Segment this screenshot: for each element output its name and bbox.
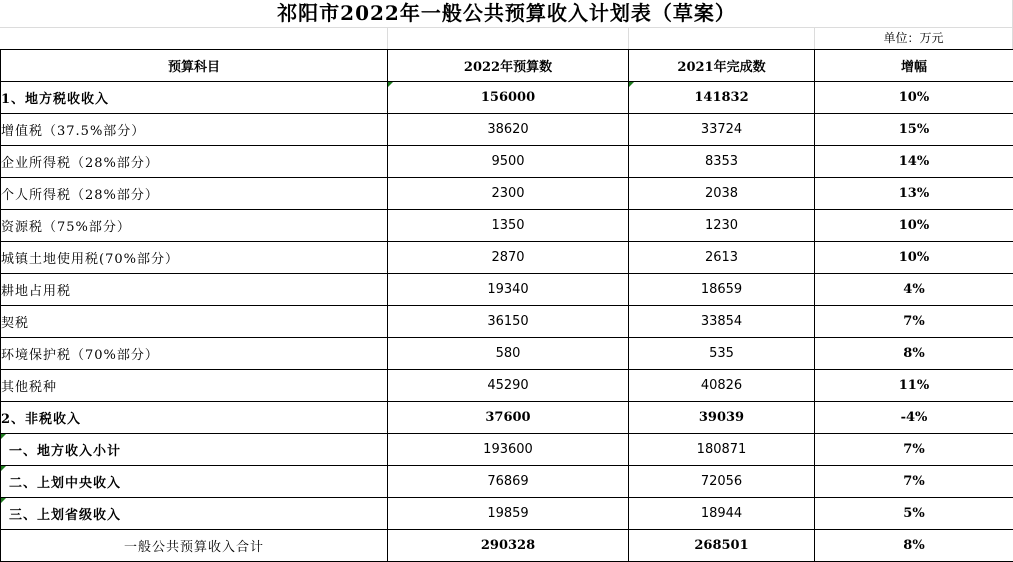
row-name[interactable]: 2、非税收入 bbox=[1, 402, 388, 434]
table-row bbox=[1, 498, 1013, 530]
header-growth[interactable]: 增幅 bbox=[815, 50, 1013, 82]
row-budget-2022[interactable]: 580 bbox=[388, 338, 629, 370]
row-budget-2022[interactable]: 1350 bbox=[388, 210, 629, 242]
budget-table bbox=[0, 49, 1013, 562]
row-growth[interactable]: 11% bbox=[815, 370, 1013, 402]
row-budget-2022[interactable]: 19340 bbox=[388, 274, 629, 306]
row-actual-2021[interactable]: 40826 bbox=[629, 370, 815, 402]
row-budget-2022[interactable]: 36150 bbox=[388, 306, 629, 338]
table-row bbox=[1, 306, 1013, 338]
row-name[interactable]: 一般公共预算收入合计 bbox=[1, 530, 388, 562]
row-name[interactable]: 增值税（37.5%部分） bbox=[1, 114, 388, 146]
row-growth[interactable]: 8% bbox=[815, 338, 1013, 370]
row-name[interactable]: 三、上划省级收入 bbox=[1, 498, 388, 530]
table-row bbox=[1, 114, 1013, 146]
table-row bbox=[1, 274, 1013, 306]
table-row bbox=[1, 178, 1013, 210]
header-row bbox=[1, 50, 1013, 82]
row-actual-2021[interactable]: 1230 bbox=[629, 210, 815, 242]
row-growth[interactable]: 4% bbox=[815, 274, 1013, 306]
row-actual-2021[interactable]: 2038 bbox=[629, 178, 815, 210]
header-actual-2021[interactable]: 2021年完成数 bbox=[629, 50, 815, 82]
row-actual-2021[interactable]: 8353 bbox=[629, 146, 815, 178]
table-row bbox=[1, 370, 1013, 402]
row-budget-2022[interactable]: 45290 bbox=[388, 370, 629, 402]
row-budget-2022[interactable]: 193600 bbox=[388, 434, 629, 466]
row-name[interactable]: 环境保护税（70%部分） bbox=[1, 338, 388, 370]
row-growth[interactable]: 8% bbox=[815, 530, 1013, 562]
row-growth[interactable]: 10% bbox=[815, 210, 1013, 242]
row-budget-2022[interactable]: 2870 bbox=[388, 242, 629, 274]
unit-label: 单位：万元 bbox=[814, 27, 1013, 49]
table-row bbox=[1, 466, 1013, 498]
row-actual-2021[interactable]: 18659 bbox=[629, 274, 815, 306]
row-actual-2021[interactable]: 535 bbox=[629, 338, 815, 370]
row-growth[interactable]: 15% bbox=[815, 114, 1013, 146]
table-row bbox=[1, 242, 1013, 274]
row-name[interactable]: 企业所得税（28%部分） bbox=[1, 146, 388, 178]
row-budget-2022[interactable]: 9500 bbox=[388, 146, 629, 178]
row-growth[interactable]: 10% bbox=[815, 242, 1013, 274]
row-growth[interactable]: 10% bbox=[815, 82, 1013, 114]
table-row bbox=[1, 210, 1013, 242]
row-budget-2022[interactable]: 37600 bbox=[388, 402, 629, 434]
row-name[interactable]: 耕地占用税 bbox=[1, 274, 388, 306]
row-actual-2021[interactable]: 141832 bbox=[629, 82, 815, 114]
table-row bbox=[1, 338, 1013, 370]
header-item[interactable]: 预算科目 bbox=[1, 50, 388, 82]
row-growth[interactable]: 13% bbox=[815, 178, 1013, 210]
row-budget-2022[interactable]: 76869 bbox=[388, 466, 629, 498]
row-name[interactable]: 二、上划中央收入 bbox=[1, 466, 388, 498]
table-title: 祁阳市2022年一般公共预算收入计划表（草案） bbox=[0, 0, 1013, 27]
row-name[interactable]: 一、地方收入小计 bbox=[1, 434, 388, 466]
row-budget-2022[interactable]: 290328 bbox=[388, 530, 629, 562]
row-growth[interactable]: 14% bbox=[815, 146, 1013, 178]
row-name[interactable]: 1、地方税收收入 bbox=[1, 82, 388, 114]
row-name[interactable]: 其他税种 bbox=[1, 370, 388, 402]
row-actual-2021[interactable]: 268501 bbox=[629, 530, 815, 562]
row-growth[interactable]: 5% bbox=[815, 498, 1013, 530]
row-actual-2021[interactable]: 33724 bbox=[629, 114, 815, 146]
table-row bbox=[1, 434, 1013, 466]
row-name[interactable]: 契税 bbox=[1, 306, 388, 338]
row-actual-2021[interactable]: 39039 bbox=[629, 402, 815, 434]
row-actual-2021[interactable]: 180871 bbox=[629, 434, 815, 466]
row-growth[interactable]: 7% bbox=[815, 466, 1013, 498]
header-budget-2022[interactable]: 2022年预算数 bbox=[388, 50, 629, 82]
row-budget-2022[interactable]: 156000 bbox=[388, 82, 629, 114]
row-budget-2022[interactable]: 19859 bbox=[388, 498, 629, 530]
row-budget-2022[interactable]: 38620 bbox=[388, 114, 629, 146]
row-actual-2021[interactable]: 2613 bbox=[629, 242, 815, 274]
row-name[interactable]: 个人所得税（28%部分） bbox=[1, 178, 388, 210]
row-actual-2021[interactable]: 72056 bbox=[629, 466, 815, 498]
row-growth[interactable]: 7% bbox=[815, 434, 1013, 466]
row-growth[interactable]: -4% bbox=[815, 402, 1013, 434]
row-growth[interactable]: 7% bbox=[815, 306, 1013, 338]
row-name[interactable]: 资源税（75%部分） bbox=[1, 210, 388, 242]
gridline bbox=[387, 27, 388, 49]
table-row-total bbox=[1, 530, 1013, 562]
row-name[interactable]: 城镇土地使用税(70%部分） bbox=[1, 242, 388, 274]
table-row bbox=[1, 402, 1013, 434]
table-row bbox=[1, 82, 1013, 114]
table-row bbox=[1, 146, 1013, 178]
row-actual-2021[interactable]: 33854 bbox=[629, 306, 815, 338]
gridline bbox=[628, 27, 629, 49]
row-budget-2022[interactable]: 2300 bbox=[388, 178, 629, 210]
row-actual-2021[interactable]: 18944 bbox=[629, 498, 815, 530]
